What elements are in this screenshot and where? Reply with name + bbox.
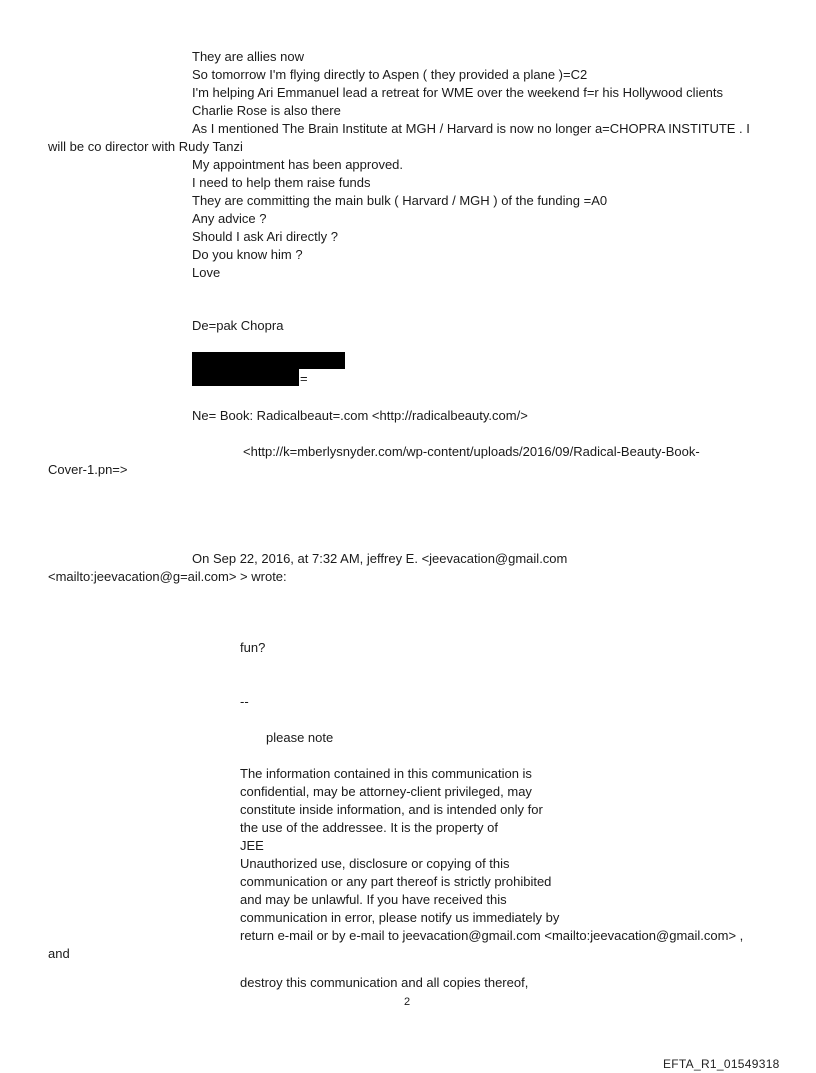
disclaimer-line: the use of the addressee. It is the property of xyxy=(240,820,498,835)
body-line: They are committing the main bulk ( Harvard / MGH ) of the funding =A0 xyxy=(192,193,608,208)
disclaimer-line: constitute inside information, and is intended only for xyxy=(240,802,543,817)
signature-separator: -- xyxy=(240,694,249,709)
cover-url-line-wrap: Cover-1.pn=> xyxy=(48,462,128,477)
body-line: I need to help them raise funds xyxy=(192,175,371,190)
note-label: please note xyxy=(266,730,334,745)
disclaimer-wrap: and xyxy=(48,946,70,961)
body-line: So tomorrow I'm flying directly to Aspen ( they provided a plane )=C2 xyxy=(192,67,588,82)
disclaimer-line: and may be unlawful. If you have received this xyxy=(240,892,507,907)
body-line: Do you know him ? xyxy=(192,247,303,262)
disclaimer-line: communication in error, please notify us immediately by xyxy=(240,910,560,925)
disclaimer-line: communication or any part thereof is strictly prohibited xyxy=(240,874,552,889)
redaction-block xyxy=(192,352,345,369)
disclaimer-line: destroy this communication and all copies thereof, xyxy=(240,975,529,990)
body-line: As I mentioned The Brain Institute at MGH / Harvard is now no longer a=CHOPRA INSTITUTE . I xyxy=(192,121,750,136)
body-line: Any advice ? xyxy=(192,211,267,226)
body-line: My appointment has been approved. xyxy=(192,157,404,172)
redaction-block xyxy=(192,369,299,386)
body-line: Should I ask Ari directly ? xyxy=(192,229,338,244)
disclaimer-line: The information contained in this communication is xyxy=(240,766,532,781)
cover-url-line: <http://k=mberlysnyder.com/wp-content/uploads/2016/09/Radical-Beauty-Book- xyxy=(243,444,700,459)
quote-header: On Sep 22, 2016, at 7:32 AM, jeffrey E. <jeevacation@gmail.com xyxy=(192,551,568,566)
signature-name: De=pak Chopra xyxy=(192,318,284,333)
disclaimer-line: JEE xyxy=(240,838,264,853)
body-line: I'm helping Ari Emmanuel lead a retreat for WME over the weekend f=r his Hollywood clients xyxy=(192,85,724,100)
disclaimer-line: confidential, may be attorney-client privileged, may xyxy=(240,784,532,799)
disclaimer-line: return e-mail or by e-mail to jeevacation@gmail.com <mailto:jeevacation@gmail.com> , xyxy=(240,928,744,943)
book-line: Ne= Book: Radicalbeaut=.com <http://radicalbeauty.com/> xyxy=(192,408,528,423)
quote-header-wrap: <mailto:jeevacation@g=ail.com> > wrote: xyxy=(48,569,287,584)
page-number: 2 xyxy=(404,996,411,1008)
body-line-wrap: will be co director with Rudy Tanzi xyxy=(48,139,243,154)
quoted-text: fun? xyxy=(240,640,266,655)
disclaimer-line: Unauthorized use, disclosure or copying of this xyxy=(240,856,510,871)
body-line: Charlie Rose is also there xyxy=(192,103,341,118)
document-id: EFTA_R1_01549318 xyxy=(663,1057,780,1071)
body-line: They are allies now xyxy=(192,49,304,64)
redaction-suffix: = xyxy=(300,371,308,386)
body-line: Love xyxy=(192,265,221,280)
